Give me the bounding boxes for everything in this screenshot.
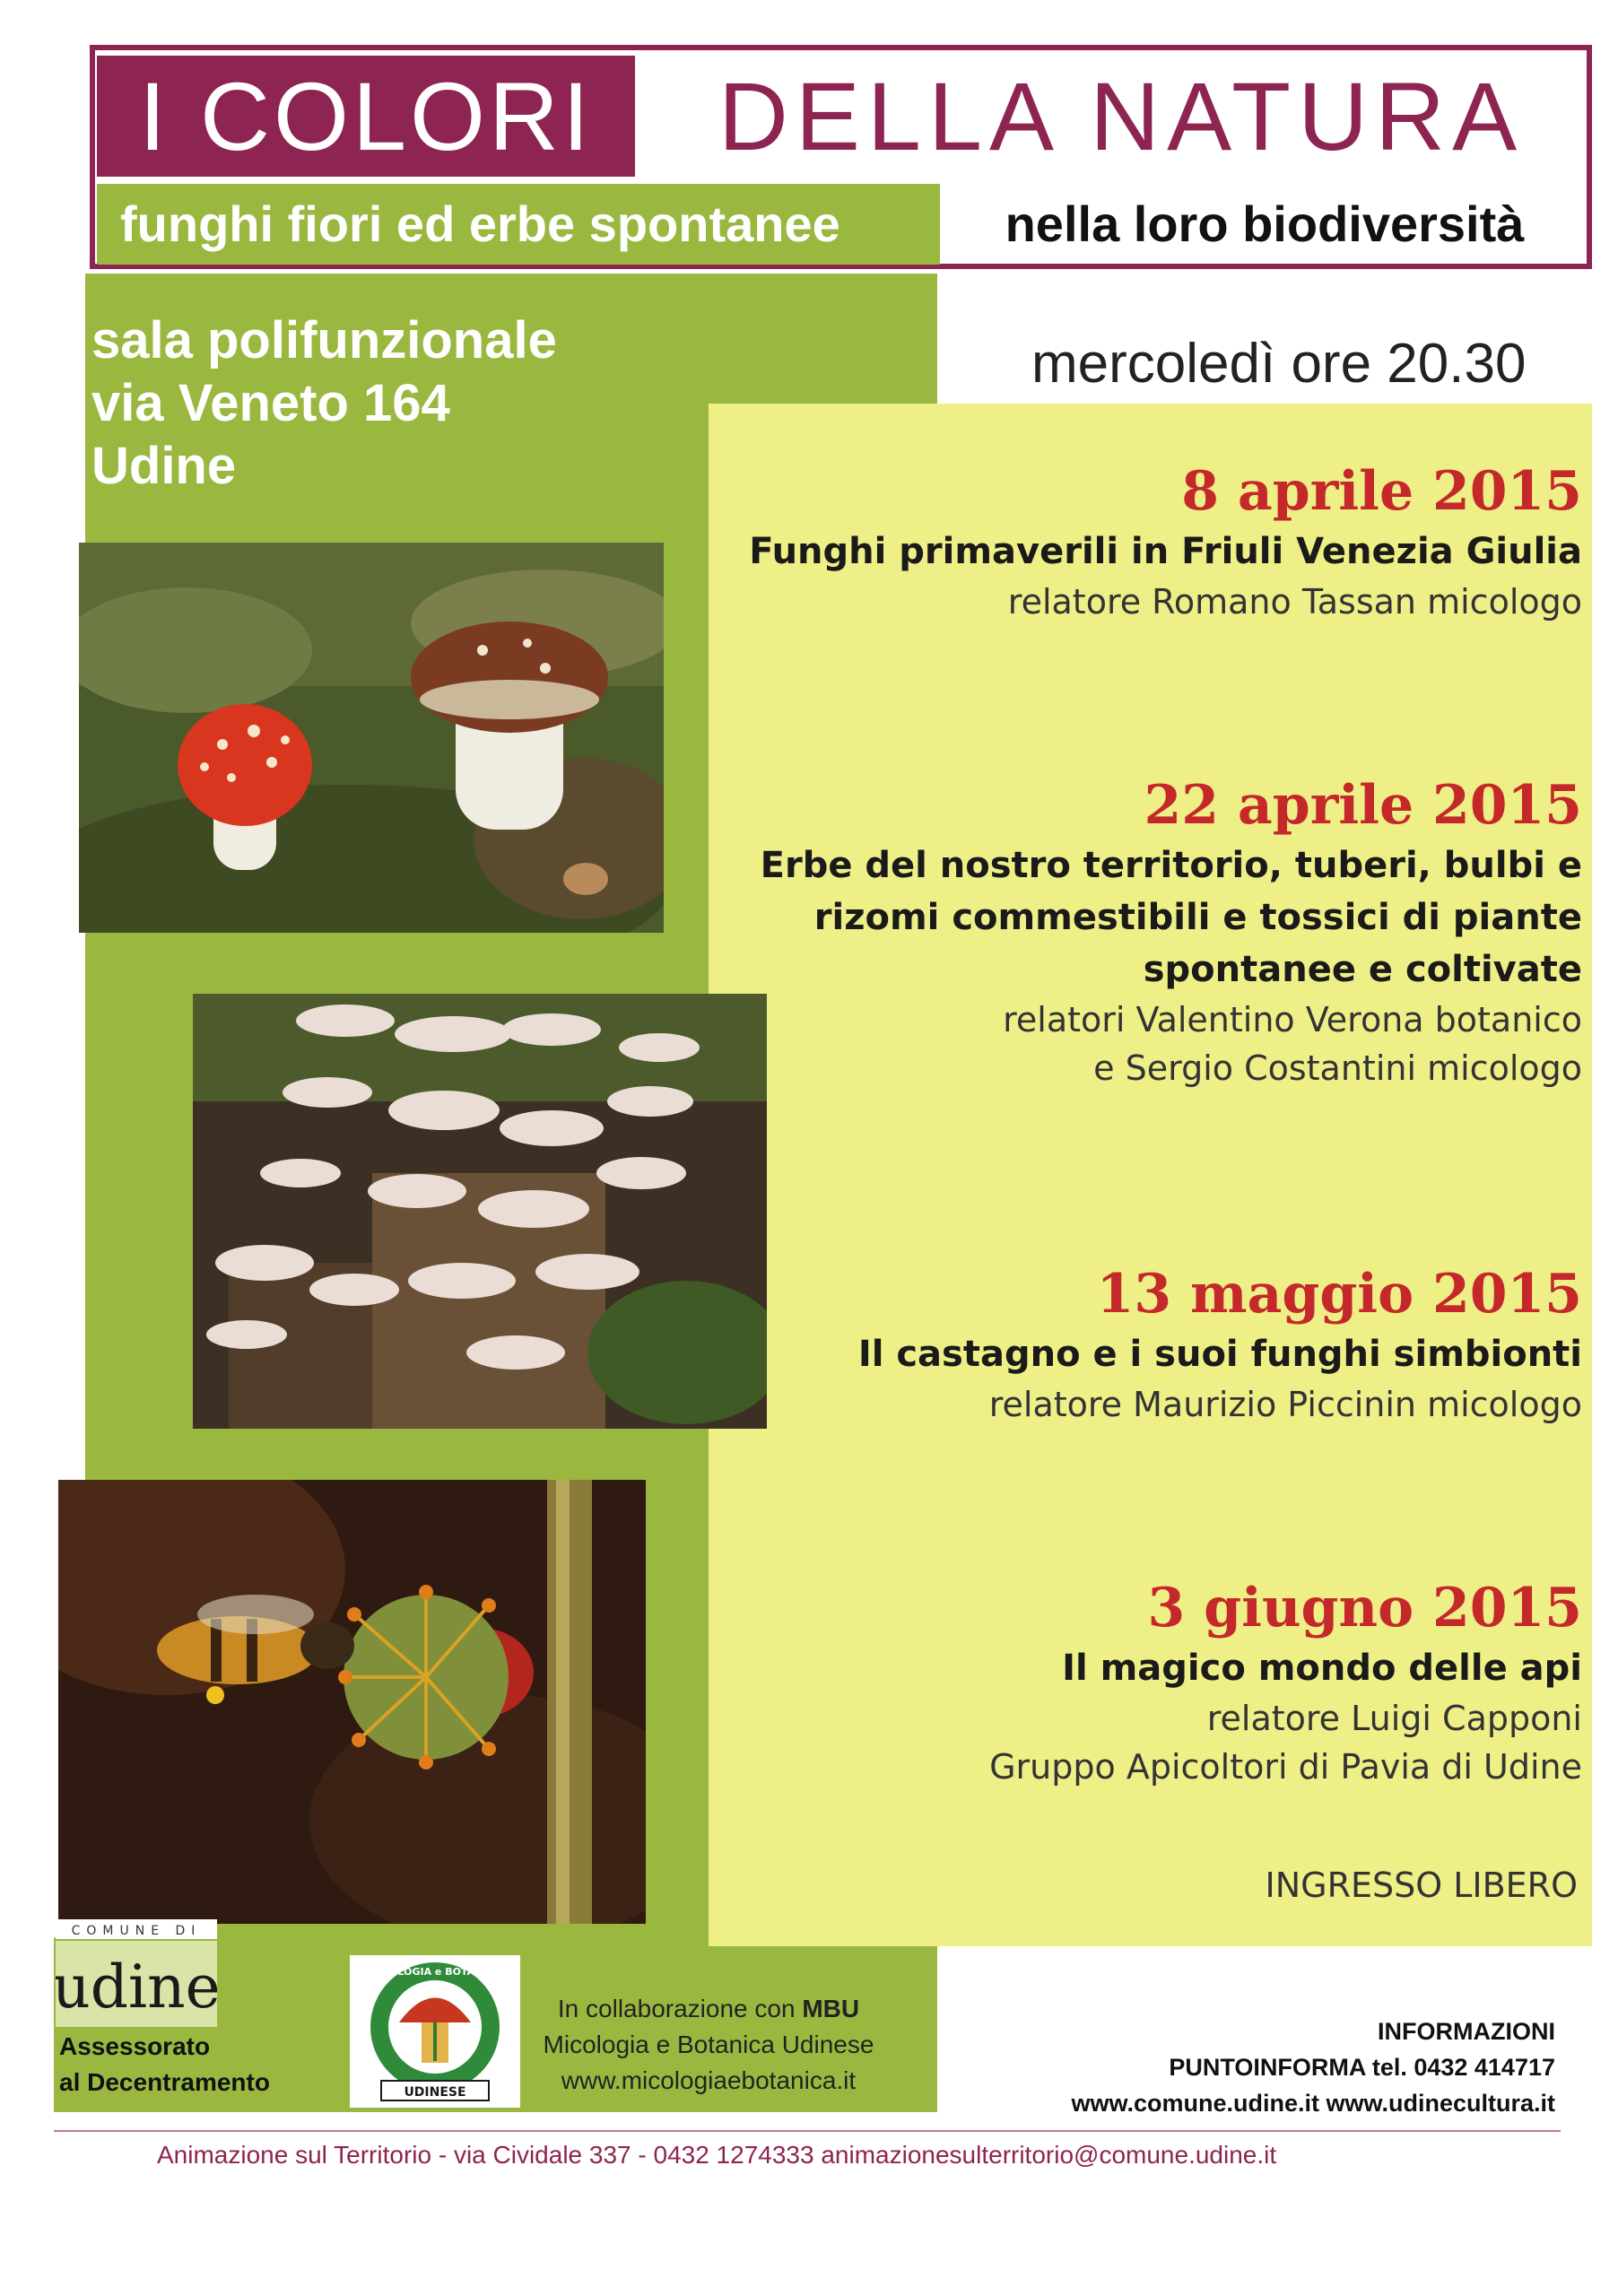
event-1-date: 8 aprile 2015 [1181,460,1582,523]
venue-block [91,309,557,498]
event-2-title-line-3: spontanee e coltivate [1143,949,1582,990]
event-2-title-line-2: rizomi commestibili e tossici di piante [813,897,1582,938]
event-1-speaker: relatore Romano Tassan micologo [1007,582,1582,622]
event-2-speaker-line-2: e Sergio Costantini micologo [1093,1048,1582,1088]
event-3-speaker: relatore Maurizio Piccinin micologo [988,1385,1582,1424]
event-4-speaker-line-2: Gruppo Apicoltori di Pavia di Udine [989,1747,1582,1787]
venue-line-3: Udine [91,437,237,495]
event-4 [989,1574,1582,1791]
assessorato-line-1: Assessorato [59,2032,211,2060]
info-links[interactable]: www.comune.udine.it www.udinecultura.it [1071,2090,1555,2117]
collaboration-org: MBU [802,1995,860,2022]
schedule-time: mercoledì ore 20.30 [1031,333,1527,395]
assessorato [59,2029,270,2100]
event-3 [858,1260,1582,1429]
event-2-date: 22 aprile 2015 [1144,774,1582,837]
collaboration-line-2: Micologia e Botanica Udinese [543,2031,874,2058]
event-2-speaker-line-1: relatori Valentino Verona botanico [1003,1000,1582,1039]
title-right: DELLA NATURA [718,62,1525,170]
photo-mushrooms [79,543,664,933]
event-2-title-line-1: Erbe del nostro territorio, tuberi, bulbi e [760,845,1582,886]
info-phone: PUNTOINFORMA tel. 0432 414717 [1169,2054,1555,2081]
venue-line-2: via Veneto 164 [91,374,450,432]
udine-logo-small: COMUNE DI [71,1924,202,1938]
event-3-title: Il castagno e i suoi funghi simbionti [857,1334,1582,1375]
event-2 [761,771,1582,1092]
collaboration [529,1991,888,2099]
udine-logo [56,1919,217,2027]
event-3-date: 13 maggio 2015 [1096,1263,1582,1326]
info-label: INFORMAZIONI [1378,2018,1555,2045]
collaboration-prefix: In collaborazione con [557,1995,803,2022]
assessorato-line-2: al Decentramento [59,2068,270,2096]
event-1 [749,457,1582,626]
mbu-logo-ring-text: MICOLOGIA e BOTANICA [369,1966,501,1978]
event-1-title: Funghi primaverili in Friuli Venezia Giulia [749,531,1582,572]
free-entry: INGRESSO LIBERO [1265,1866,1578,1905]
photo-bee [58,1480,646,1924]
subtitle-left: funghi fiori ed erbe spontanee [97,184,940,265]
photo-mushroom-cluster [193,994,767,1429]
udine-logo-name: udine [56,1952,217,2022]
collaboration-link[interactable]: www.micologiaebotanica.it [561,2066,857,2094]
mbu-logo-band: UDINESE [404,2085,466,2100]
event-4-speaker-line-1: relatore Luigi Capponi [1206,1699,1582,1738]
footer-contact: Animazione sul Territorio - via Cividale 337 - 0432 1274333 animazionesulterritorio@comune.udine.it [157,2141,1277,2169]
subtitle-right: nella loro biodiversità [1005,196,1525,252]
footer-divider [54,2130,1561,2132]
info-block [1071,2013,1555,2121]
collaboration-line-1 [529,1991,888,2027]
title-left: I COLORI [97,56,635,177]
venue-line-1: sala polifunzionale [91,311,557,370]
event-4-date: 3 giugno 2015 [1147,1577,1582,1639]
event-4-title: Il magico mondo delle api [1062,1648,1582,1689]
mbu-logo [350,1955,520,2108]
